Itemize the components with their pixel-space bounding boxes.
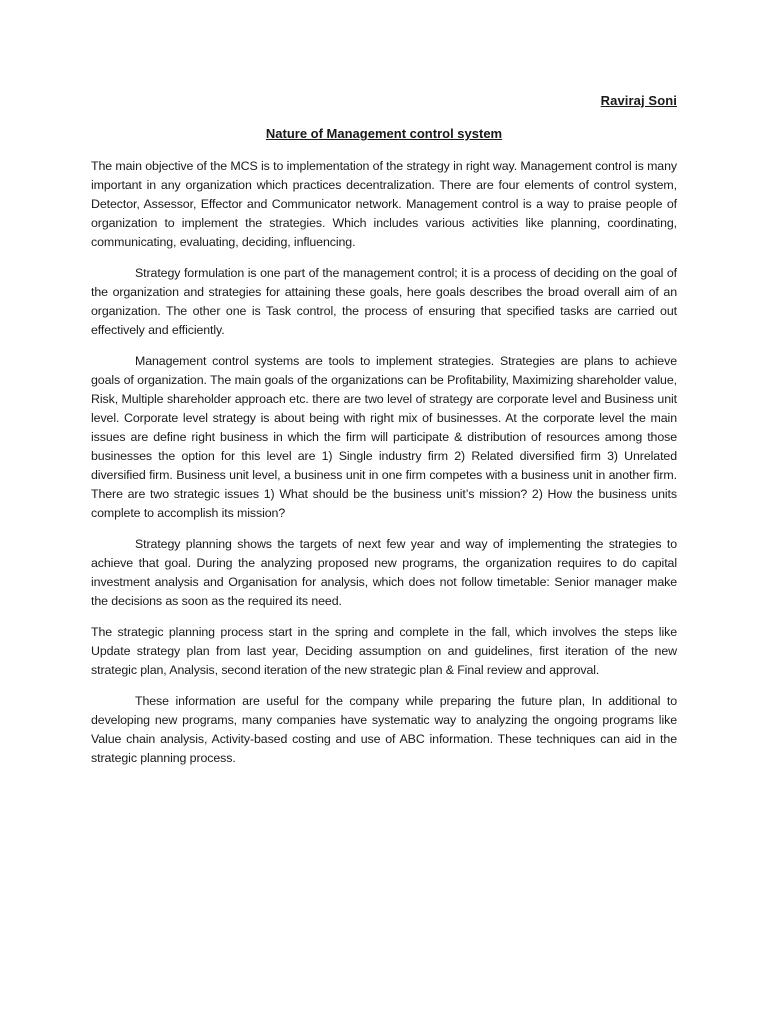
paragraph-1: The main objective of the MCS is to implementation of the strategy in right way. Management control is many important in any organization which practices decentralization. There are four elements of control system, Detector, Assessor, Effector and Communicator network. Management control is a way to praise people of organization to implement the strategies. Which includes various activities like planning, coordinating, communicating, evaluating, deciding, influencing.	[91, 159, 677, 249]
paragraph-4: Strategy planning shows the targets of next few year and way of implementing the strategies to achieve that goal. During the analyzing proposed new programs, the organization requires to do capital investment analysis and Organisation for analysis, which does not follow timetable: Senior manager make the decisions as soon as the required its need.	[91, 537, 677, 608]
document-title: Nature of Management control system	[265, 126, 503, 141]
paragraph-5: The strategic planning process start in the spring and complete in the fall, which involves the steps like Update strategy plan from last year, Deciding assumption on and guidelines, first iteration of the new strategic plan, Analysis, second iteration of the new strategic plan & Final review and approval.	[91, 625, 677, 677]
paragraph-3: Management control systems are tools to implement strategies. Strategies are plans to achieve goals of organization. The main goals of the organizations can be Profitability, Maximizing shareholder value, Risk, Multiple shareholder approach etc. there are two level of strategy are corporate level and Business unit level. Corporate level strategy is about being with right mix of businesses. At the corporate level the main issues are define right business in which the firm will participate & distribution of resources among those businesses the option for this level are 1) Single industry firm 2) Related diversified firm 3) Unrelated diversified firm. Business unit level, a business unit in one firm competes with a business unit in another firm. There are two strategic issues 1) What should be the business unit’s mission? 2) How the business units complete to accomplish its mission?	[91, 354, 677, 520]
document-body	[91, 157, 677, 780]
paragraph-6: These information are useful for the company while preparing the future plan, In additional to developing new programs, many companies have systematic way to analyzing the ongoing programs like Value chain analysis, Activity-based costing and use of ABC information. These techniques can aid in the strategic planning process.	[91, 694, 677, 765]
author-name: Raviraj Soni	[600, 93, 677, 108]
paragraph-2: Strategy formulation is one part of the management control; it is a process of deciding on the goal of the organization and strategies for attaining these goals, here goals describes the broad overall aim of an organization. The other one is Task control, the process of ensuring that specified tasks are carried out effectively and efficiently.	[91, 266, 677, 337]
